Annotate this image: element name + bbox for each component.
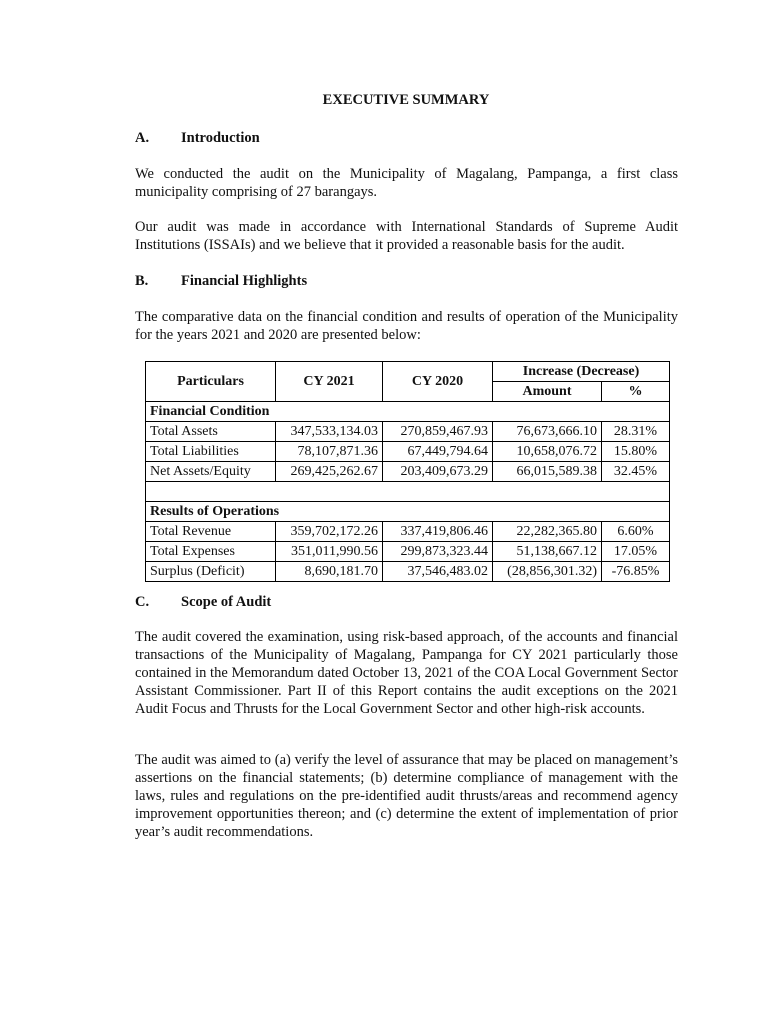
header-cy2021: CY 2021 xyxy=(276,362,383,402)
table-row xyxy=(146,522,670,542)
cell-cy2021: 347,533,134.03 xyxy=(276,422,383,442)
cell-cy2020: 67,449,794.64 xyxy=(383,442,493,462)
cell-cy2020: 337,419,806.46 xyxy=(383,522,493,542)
section-a-heading xyxy=(135,130,260,147)
scope-paragraph-2: The audit was aimed to (a) verify the level of assurance that may be placed on management’s assertions on the financial statements; (b) determine compliance of management with the laws, rules and regulations on the pre-identified audit thrusts/areas and recommend agency improvement opportunities thereon; and (c) determine the extent of implementation of prior year’s audit recommendations. xyxy=(135,752,678,840)
section-c-heading xyxy=(135,594,271,611)
cell-amount: 76,673,666.10 xyxy=(493,422,602,442)
cell-cy2021: 8,690,181.70 xyxy=(276,562,383,582)
table-row xyxy=(146,542,670,562)
cell-amount: 10,658,076.72 xyxy=(493,442,602,462)
cell-cy2021: 351,011,990.56 xyxy=(276,542,383,562)
row-label: Total Liabilities xyxy=(146,442,276,462)
cell-cy2020: 203,409,673.29 xyxy=(383,462,493,482)
financial-highlights-table xyxy=(145,361,670,582)
header-amount: Amount xyxy=(493,382,602,402)
table-row xyxy=(146,422,670,442)
section-b-title: Financial Highlights xyxy=(181,273,308,289)
section-a-number: A. xyxy=(135,130,150,146)
table-row xyxy=(146,442,670,462)
scope-paragraph-1: The audit covered the examination, using risk-based approach, of the accounts and financial transactions of the Municipality of Magalang, Pampanga for CY 2021 particularly those contained in the Memorandum dated October 13, 2021 of the COA Local Government Sector Assistant Commissioner. Part II of this Report contains the audit exceptions on the 2021 Audit Focus and Thrusts for the Local Government Sector and other high-risk accounts. xyxy=(135,629,678,717)
section-b-number: B. xyxy=(135,273,149,289)
table-spacer-row xyxy=(146,482,670,502)
cell-amount: (28,856,301.32) xyxy=(493,562,602,582)
header-increase-decrease: Increase (Decrease) xyxy=(493,362,670,382)
cell-pct: 15.80% xyxy=(602,442,670,462)
table-row xyxy=(146,462,670,482)
row-label: Total Assets xyxy=(146,422,276,442)
section-c-title: Scope of Audit xyxy=(181,594,272,610)
table-row xyxy=(146,562,670,582)
cell-amount: 51,138,667.12 xyxy=(493,542,602,562)
header-particulars: Particulars xyxy=(146,362,276,402)
header-cy2020: CY 2020 xyxy=(383,362,493,402)
section-a-title: Introduction xyxy=(181,130,260,146)
cell-amount: 22,282,365.80 xyxy=(493,522,602,542)
page-title: EXECUTIVE SUMMARY xyxy=(322,92,490,108)
cell-amount: 66,015,589.38 xyxy=(493,462,602,482)
cell-pct: -76.85% xyxy=(602,562,670,582)
financial-intro-paragraph: The comparative data on the financial condition and results of operation of the Municipality for the years 2021 and 2020 are presented below: xyxy=(135,309,678,343)
group-financial-condition: Financial Condition xyxy=(146,402,670,422)
section-b-heading xyxy=(135,273,307,290)
cell-pct: 17.05% xyxy=(602,542,670,562)
cell-pct: 32.45% xyxy=(602,462,670,482)
row-label: Total Revenue xyxy=(146,522,276,542)
row-label: Surplus (Deficit) xyxy=(146,562,276,582)
cell-cy2021: 269,425,262.67 xyxy=(276,462,383,482)
cell-cy2021: 359,702,172.26 xyxy=(276,522,383,542)
cell-cy2020: 37,546,483.02 xyxy=(383,562,493,582)
group-results-of-operations: Results of Operations xyxy=(146,502,670,522)
cell-pct: 6.60% xyxy=(602,522,670,542)
cell-pct: 28.31% xyxy=(602,422,670,442)
intro-paragraph-2: Our audit was made in accordance with International Standards of Supreme Audit Institutions (ISSAIs) and we believe that it provided a reasonable basis for the audit. xyxy=(135,219,678,253)
section-c-number: C. xyxy=(135,594,150,610)
intro-paragraph-1: We conducted the audit on the Municipality of Magalang, Pampanga, a first class municipality comprising of 27 barangays. xyxy=(135,166,678,200)
cell-cy2021: 78,107,871.36 xyxy=(276,442,383,462)
cell-cy2020: 270,859,467.93 xyxy=(383,422,493,442)
row-label: Net Assets/Equity xyxy=(146,462,276,482)
cell-cy2020: 299,873,323.44 xyxy=(383,542,493,562)
row-label: Total Expenses xyxy=(146,542,276,562)
header-percent: % xyxy=(602,382,670,402)
